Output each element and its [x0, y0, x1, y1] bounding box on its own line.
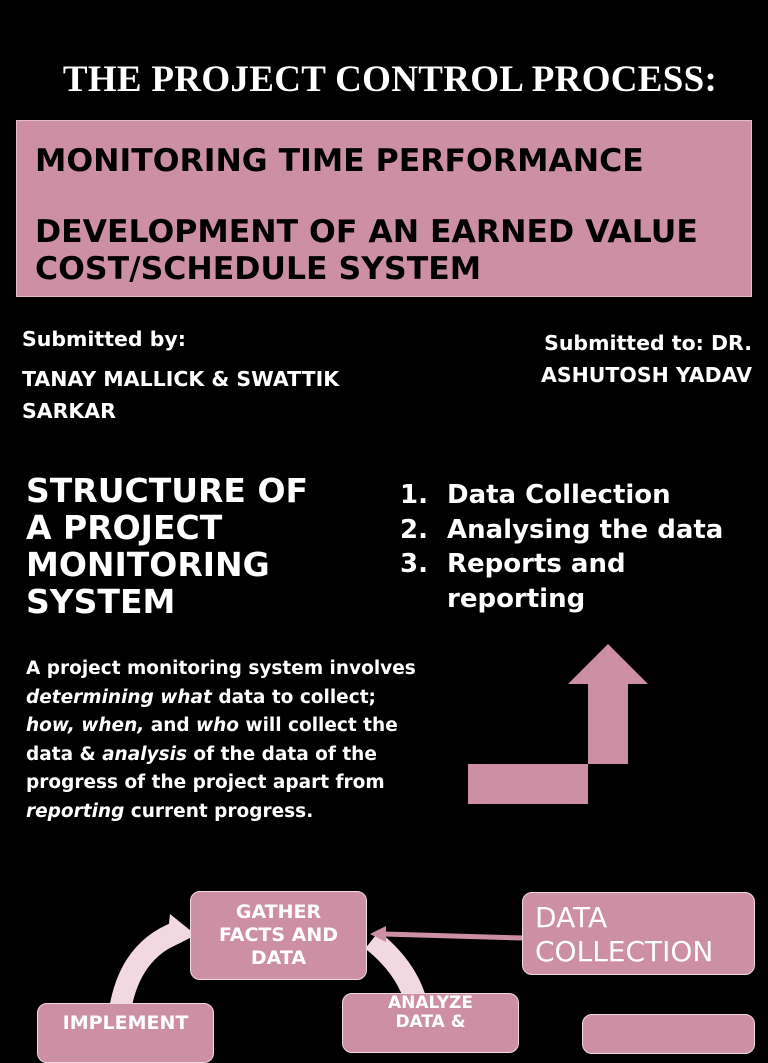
slide-title: THE PROJECT CONTROL PROCESS: — [62, 59, 718, 100]
submitted-by-names-line1: TANAY MALLICK & SWATTIK — [22, 367, 340, 391]
para-emphasis: determining what — [26, 686, 212, 708]
para-emphasis: reporting — [26, 800, 125, 822]
para-emphasis: how, when, — [26, 715, 145, 736]
para-text: A project monitoring system involves — [26, 658, 416, 679]
analyze-data-box — [342, 993, 519, 1053]
para-text: and — [144, 715, 197, 736]
list-item-number: 1. — [400, 480, 428, 510]
submitted-to-line2: ASHUTOSH YADAV — [540, 363, 752, 387]
list-item-text: Data Collection — [447, 480, 671, 510]
structure-heading-line: SYSTEM — [26, 582, 176, 621]
description-paragraph — [26, 655, 426, 826]
data-collection-line: COLLECTION — [535, 935, 714, 968]
para-emphasis: who — [196, 715, 240, 736]
gather-line: DATA — [250, 947, 307, 969]
steps-list — [400, 478, 740, 616]
submitted-to-line1: Submitted to: DR. — [544, 331, 752, 355]
bent-up-arrow-icon — [460, 640, 700, 810]
para-text: of the data of the progress of the project apart from — [26, 743, 385, 793]
para-emphasis: analysis — [102, 743, 187, 765]
topic-earned-value-line2: COST/SCHEDULE SYSTEM — [35, 251, 482, 287]
submitted-by-label: Submitted by: — [22, 327, 186, 351]
submitted-by-names-line2: SARKAR — [22, 399, 116, 423]
partial-box — [582, 1014, 755, 1054]
list-item — [400, 478, 740, 513]
gather-facts-box — [190, 891, 367, 980]
list-item — [400, 513, 740, 548]
list-item-number: 3. — [400, 549, 428, 579]
structure-heading-line: STRUCTURE OF — [26, 471, 309, 510]
structure-heading — [26, 472, 366, 620]
data-collection-box — [522, 892, 755, 975]
implement-box — [37, 1003, 214, 1063]
list-item-text: Reports and reporting — [447, 549, 626, 614]
implement-label: IMPLEMENT — [62, 1012, 189, 1034]
list-item — [400, 547, 740, 616]
topic-earned-value-line1: DEVELOPMENT OF AN EARNED VALUE — [35, 214, 698, 250]
topics-box — [16, 120, 752, 297]
gather-line: FACTS AND — [218, 924, 339, 946]
gather-line: GATHER — [235, 901, 322, 923]
list-item-text: Analysing the data — [447, 514, 724, 545]
list-item-number: 2. — [400, 514, 428, 545]
analyze-line: DATA & — [395, 1012, 466, 1032]
data-collection-line: DATA — [535, 901, 608, 934]
para-text: data to collect; — [211, 686, 376, 708]
analyze-line: ANALYZE — [388, 993, 473, 1013]
para-text: current progress. — [124, 800, 314, 822]
structure-heading-line: A PROJECT — [26, 508, 223, 547]
structure-heading-line: MONITORING — [26, 545, 270, 584]
para-text: will collect the data & — [26, 715, 398, 765]
topic-monitoring-time: MONITORING TIME PERFORMANCE — [35, 143, 644, 179]
